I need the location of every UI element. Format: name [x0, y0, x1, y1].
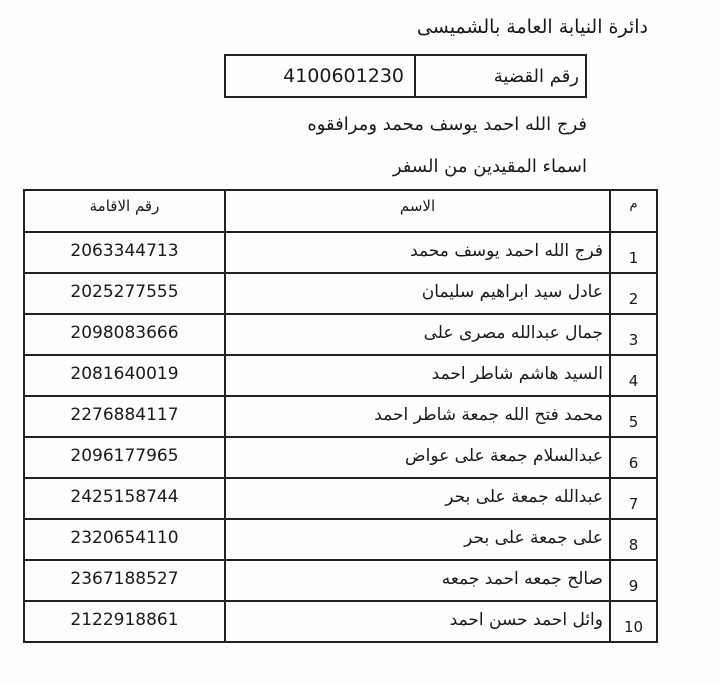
table-row — [24, 396, 657, 437]
case-box — [224, 54, 587, 98]
office-title: دائرة النيابة العامة بالشميسى — [416, 16, 648, 38]
number-cell: 5 — [610, 396, 657, 437]
residence-cell: 2025277555 — [24, 273, 225, 314]
residents-table — [23, 189, 658, 643]
table-row — [24, 601, 657, 642]
name-cell: السيد هاشم شاطر احمد — [225, 355, 610, 396]
name-cell: على جمعة على بحر — [225, 519, 610, 560]
number-cell: 9 — [610, 560, 657, 601]
residence-cell: 2096177965 — [24, 437, 225, 478]
residence-cell: 2367188527 — [24, 560, 225, 601]
residence-cell: 2320654110 — [24, 519, 225, 560]
name-cell: عبدالسلام جمعة على عواض — [225, 437, 610, 478]
number-cell: 4 — [610, 355, 657, 396]
name-cell: صالح جمعه احمد جمعه — [225, 560, 610, 601]
number-cell: 6 — [610, 437, 657, 478]
header-residence: رقم الاقامة — [24, 190, 225, 232]
name-cell: وائل احمد حسن احمد — [225, 601, 610, 642]
number-cell: 8 — [610, 519, 657, 560]
name-cell: جمال عبدالله مصرى على — [225, 314, 610, 355]
name-cell: عادل سيد ابراهيم سليمان — [225, 273, 610, 314]
list-title: اسماء المقيدين من السفر — [392, 156, 587, 177]
table-row — [24, 437, 657, 478]
residence-cell: 2081640019 — [24, 355, 225, 396]
residence-cell: 2098083666 — [24, 314, 225, 355]
table-row — [24, 232, 657, 273]
number-cell: 3 — [610, 314, 657, 355]
table-row — [24, 560, 657, 601]
name-cell: فرج الله احمد يوسف محمد — [225, 232, 610, 273]
table-row — [24, 273, 657, 314]
residence-cell: 2276884117 — [24, 396, 225, 437]
table-row — [24, 478, 657, 519]
number-cell: 2 — [610, 273, 657, 314]
name-cell: عبدالله جمعة على بحر — [225, 478, 610, 519]
number-cell: 7 — [610, 478, 657, 519]
residence-cell: 2063344713 — [24, 232, 225, 273]
header-name: الاسم — [225, 190, 610, 232]
name-cell: محمد فتح الله جمعة شاطر احمد — [225, 396, 610, 437]
table-row — [24, 519, 657, 560]
table-header-row — [24, 190, 657, 232]
table-row — [24, 355, 657, 396]
header-number: م — [610, 190, 657, 232]
case-label: رقم القضية — [493, 65, 579, 87]
number-cell: 1 — [610, 232, 657, 273]
table-row — [24, 314, 657, 355]
residence-cell: 2425158744 — [24, 478, 225, 519]
case-number: 4100601230 — [226, 56, 416, 96]
residence-cell: 2122918861 — [24, 601, 225, 642]
defendant-line: فرج الله احمد يوسف محمد ومرافقوه — [307, 114, 587, 135]
number-cell: 10 — [610, 601, 657, 642]
